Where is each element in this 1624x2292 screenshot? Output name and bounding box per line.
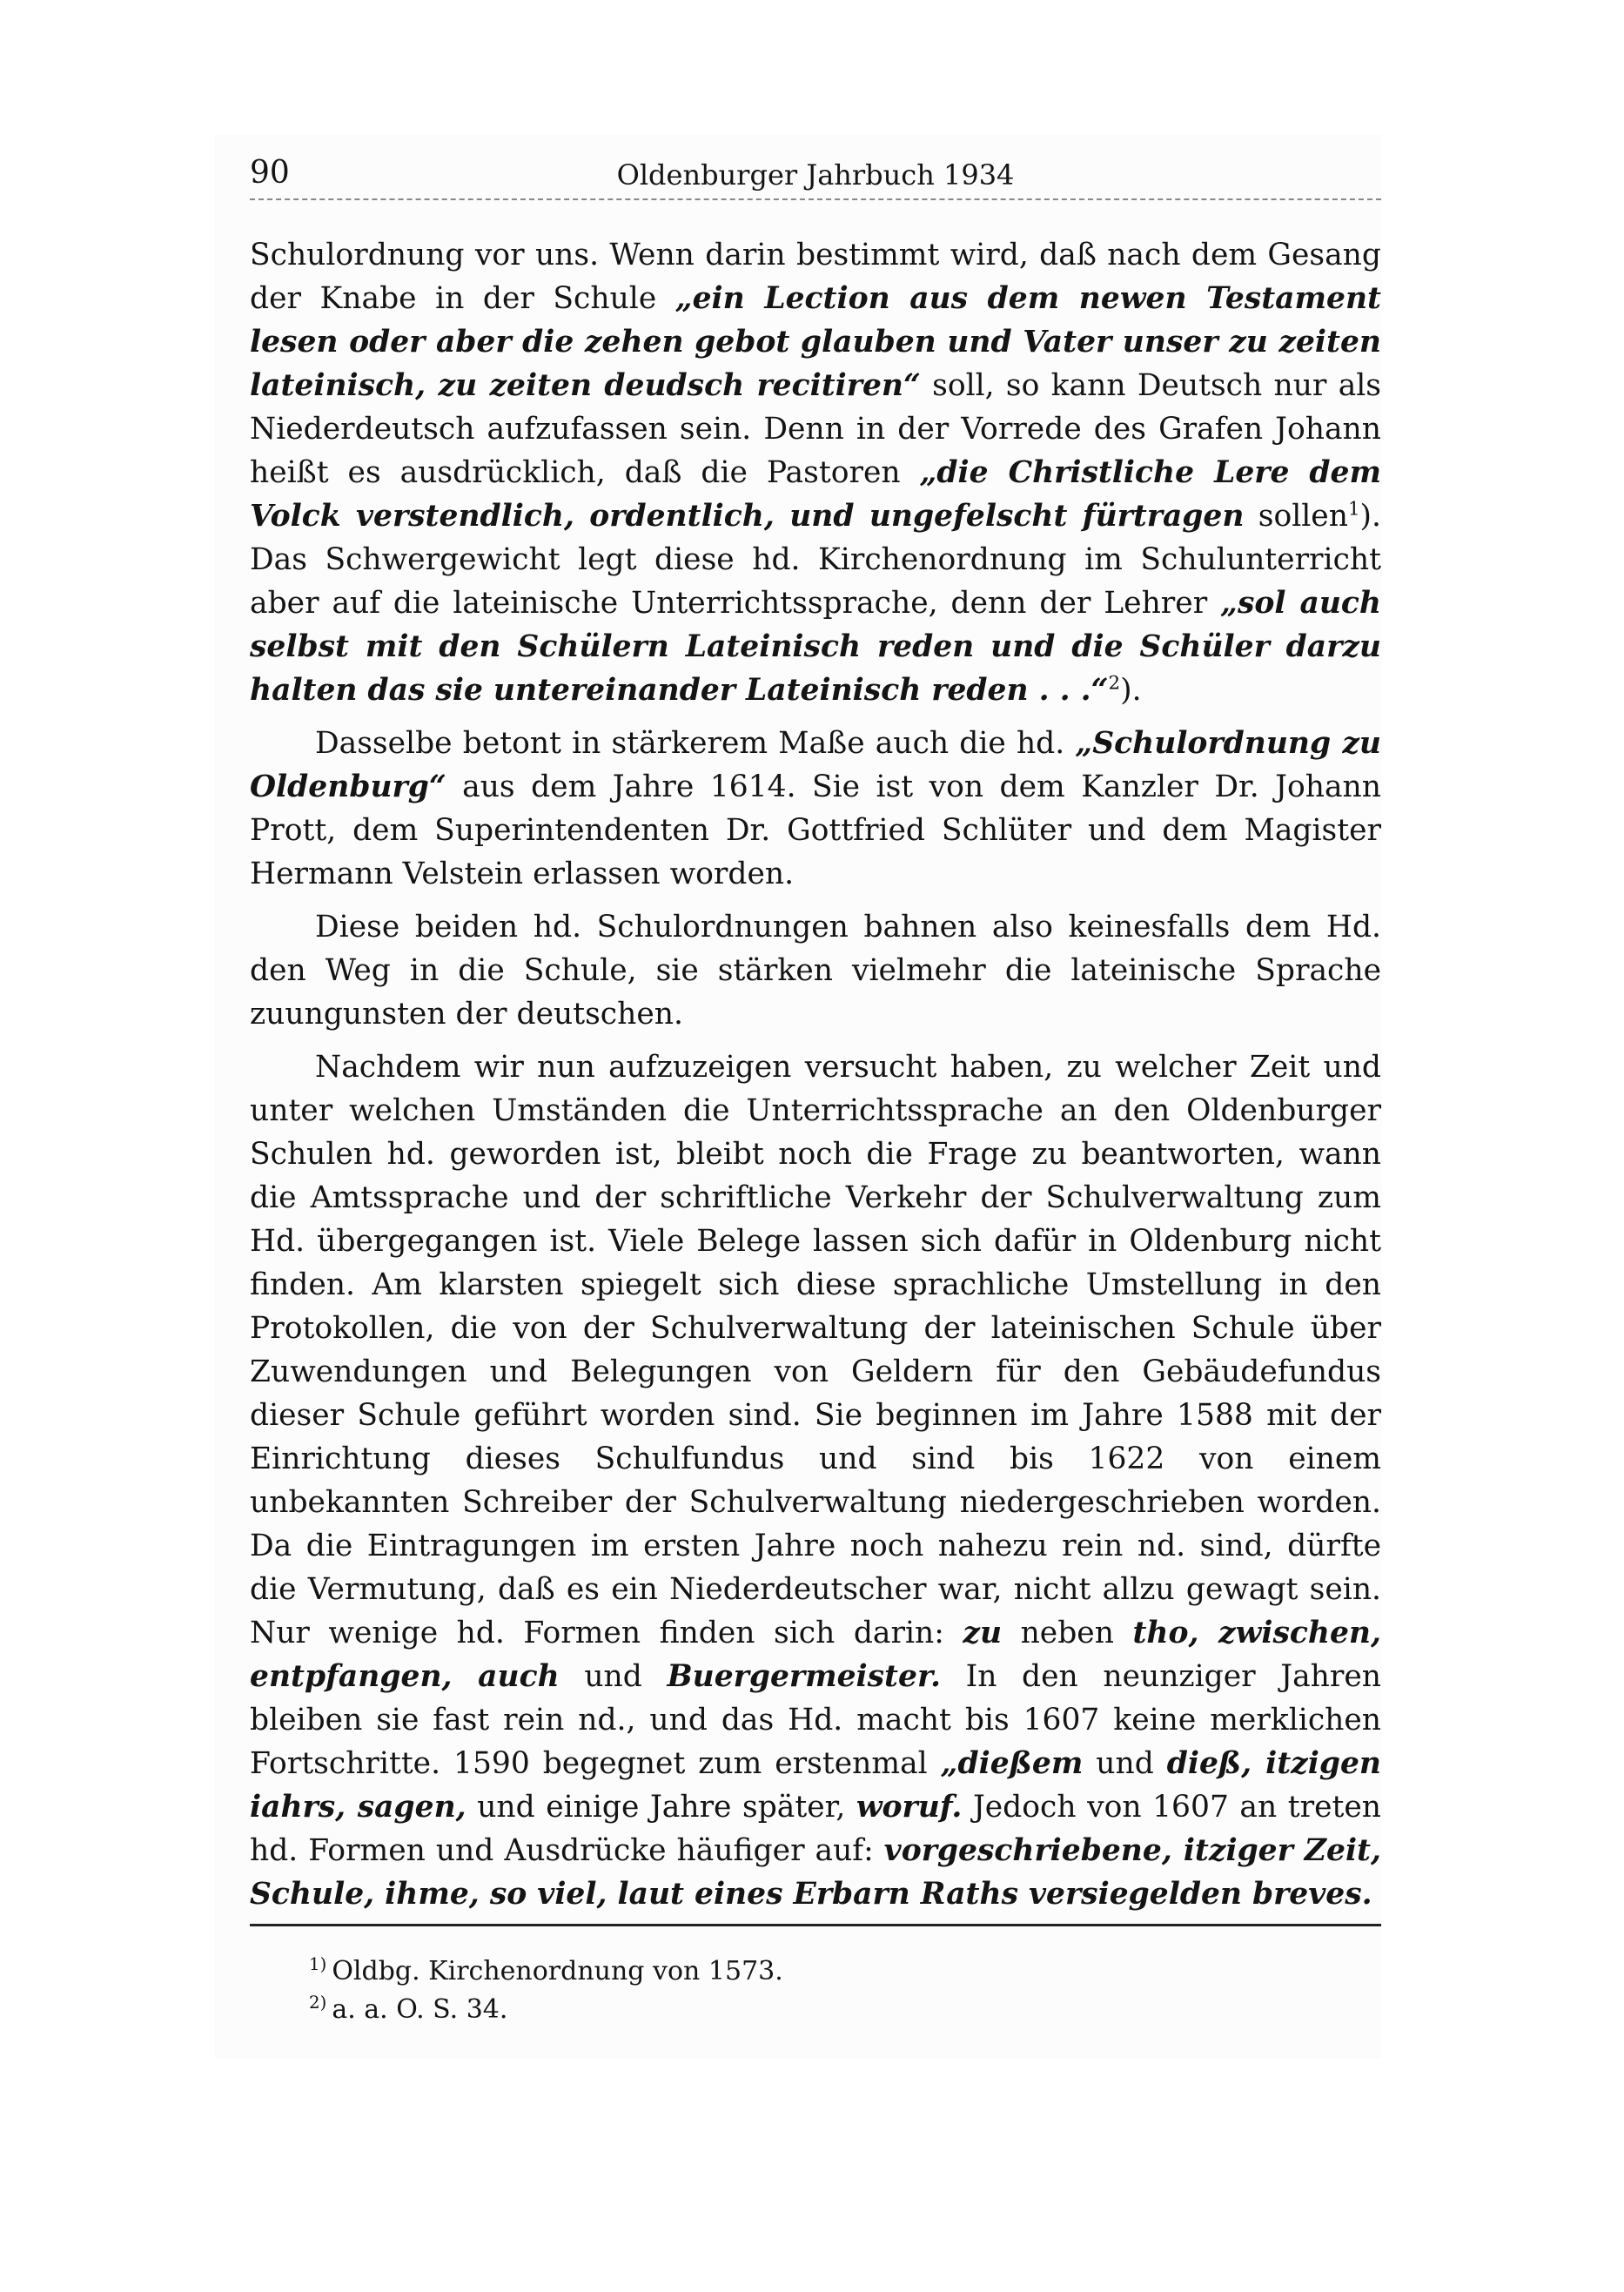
page-number: 90 bbox=[250, 155, 290, 191]
quoted-text: „ein Lection aus dem newen Testament lesen oder aber die zehen gebot glauben und Vater unser zu zeiten lateinisch, zu zeiten deudsch recitiren“ bbox=[250, 281, 1381, 403]
footnote-text: Oldbg. Kirchenordnung von 1573. bbox=[332, 1956, 783, 1986]
footnote-marker: 1) bbox=[309, 1954, 327, 1974]
text-run: ). Das Schwergewicht legt diese hd. Kirchenordnung im Schulunterricht aber auf die lateinische Unterrichtssprache, denn der Lehrer bbox=[250, 499, 1381, 621]
quoted-text: „die Christliche Lere dem Volck verstendlich, ordentlich, und ungefelscht fürtragen bbox=[250, 455, 1382, 534]
text-run: Dasselbe betont in stärkerem Maße auch die hd. bbox=[315, 726, 1076, 761]
quoted-text: vorgeschriebene, itziger Zeit, Schule, ihme, so viel, laut eines Erbarn Raths versiegelden breves. bbox=[250, 1833, 1381, 1912]
quoted-text: Buergermeister. bbox=[667, 1659, 941, 1694]
quoted-text: „Schulordnung zu Oldenburg“ bbox=[250, 726, 1381, 804]
page-header bbox=[250, 155, 1381, 198]
paragraph-3: Diese beiden hd. Schulordnungen bahnen also keinesfalls dem Hd. den Weg in die Schule, sie stärken vielmehr die lateinische Sprache zuungunsten der deutschen. bbox=[250, 910, 1381, 1032]
text-run: In den neunziger Jahren bleiben sie fast rein nd., und das Hd. macht bis 1607 keine merklichen Fortschritte. 1590 begegnet zum erstenmal bbox=[250, 1659, 1381, 1781]
footnote-text: a. a. O. S. 34. bbox=[332, 1994, 508, 2025]
quoted-text: dieß, itzigen iahrs, sagen, bbox=[250, 1746, 1382, 1825]
quoted-text: „dießem bbox=[940, 1746, 1084, 1781]
text-run: und einige Jahre später, bbox=[466, 1790, 856, 1825]
text-run: Jedoch von 1607 an treten hd. Formen und Ausdrücke häufiger auf: bbox=[250, 1790, 1381, 1868]
text-run: Nachdem wir nun aufzuzeigen versucht haben, zu welcher Zeit und unter welchen Umständen die Unterrichtssprache an den Oldenburger Schulen hd. geworden ist, bleibt noch die Frage zu beantworten, wann die Amtssprache und der schriftliche Verkehr der Schulverwaltung zum Hd. übergegangen ist. Viele Belege lassen sich dafür in Oldenburg nicht finden. Am klarsten spiegelt sich diese sprachliche Umstellung in den Protokollen, die von der Schulverwaltung der lateinischen Schule über Zuwendungen und Belegungen von Geldern für den Gebäudefundus dieser Schule geführt worden sind. Sie beginnen im Jahre 1588 mit der Einrichtung dieses Schulfundus und sind bis 1622 von einem unbekannten Schreiber der Schulverwaltung niedergeschrieben worden. Da die Eintragungen im ersten Jahre noch nahezu rein nd. sind, dürfte die Vermutung, daß es ein Niederdeutscher war, nicht allzu gewagt sein. Nur wenige hd. Formen finden sich darin: bbox=[250, 1050, 1381, 1650]
header-rule bbox=[250, 198, 1381, 200]
paragraph-2 bbox=[250, 722, 1381, 896]
text-run: und bbox=[1083, 1746, 1167, 1781]
text-run: ). bbox=[1120, 673, 1142, 708]
footnote-rule bbox=[250, 1924, 1381, 1926]
footnote-marker: 2) bbox=[309, 1993, 327, 2013]
paragraph-4 bbox=[250, 1045, 1381, 1916]
text-run: Schulordnung vor uns. Wenn darin bestimmt wird, daß nach dem Gesang der Knabe in der Schule bbox=[250, 238, 1381, 316]
quoted-text: woruf. bbox=[856, 1790, 963, 1825]
footnote-1 bbox=[309, 1953, 783, 1991]
quoted-text: „sol auch selbst mit den Schülern Lateinisch reden und die Schüler darzu halten das sie untereinander Lateinisch reden . . .“ bbox=[250, 586, 1381, 708]
paragraph-1 bbox=[250, 233, 1381, 712]
quoted-text: zu bbox=[963, 1616, 1003, 1650]
text-run: und bbox=[559, 1659, 668, 1694]
text-run: aus dem Jahre 1614. Sie ist von dem Kanzler Dr. Johann Prott, dem Superintendenten Dr. Gottfried Schlüter und dem Magister Hermann Velstein erlassen worden. bbox=[250, 770, 1381, 891]
footnote-reference[interactable]: 1 bbox=[1347, 498, 1360, 521]
text-run: soll, so kann Deutsch nur als Niederdeutsch aufzufassen sein. Denn in der Vorrede des Grafen Johann heißt es ausdrücklich, daß die Pastoren bbox=[250, 368, 1381, 490]
footnote-reference[interactable]: 2 bbox=[1108, 672, 1121, 695]
text-run: neben bbox=[1002, 1616, 1133, 1650]
text-run: sollen bbox=[1244, 499, 1348, 534]
body-text bbox=[250, 233, 1381, 1926]
running-title: Oldenburger Jahrbuch 1934 bbox=[616, 158, 1015, 192]
footnote-2 bbox=[309, 1991, 783, 2029]
quoted-text: tho, zwischen, entpfangen, auch bbox=[250, 1616, 1382, 1694]
footnotes bbox=[309, 1953, 783, 2029]
